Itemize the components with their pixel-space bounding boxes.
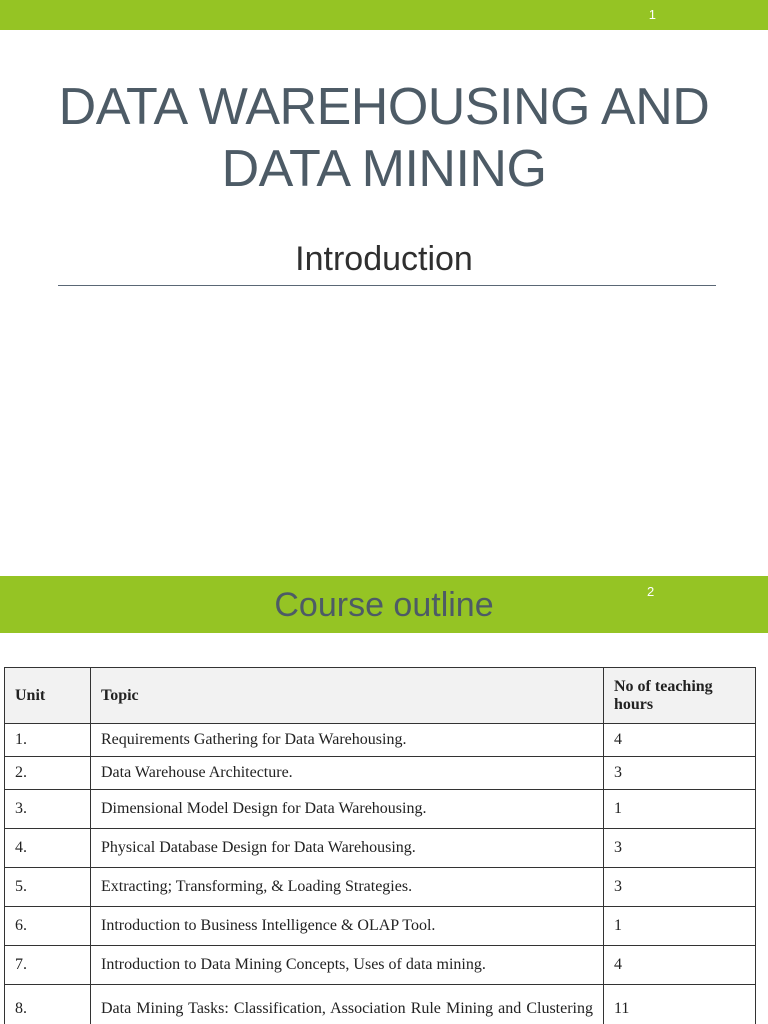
unit-cell: 6. <box>5 907 91 946</box>
slide-number: 2 <box>647 584 655 599</box>
unit-cell: 5. <box>5 868 91 907</box>
topic-cell: Introduction to Business Intelligence & OLAP Tool. <box>91 907 604 946</box>
title-line-1: DATA WAREHOUSING AND <box>58 78 710 136</box>
table-row <box>5 985 756 1024</box>
topic-cell: Extracting; Transforming, & Loading Strategies. <box>91 868 604 907</box>
topic-cell: Physical Database Design for Data Warehousing. <box>91 829 604 868</box>
unit-cell: 2. <box>5 757 91 790</box>
table-row <box>5 868 756 907</box>
topic-cell: Requirements Gathering for Data Warehousing. <box>91 724 604 757</box>
table-row <box>5 829 756 868</box>
table-row <box>5 907 756 946</box>
topic-cell: Introduction to Data Mining Concepts, Uses of data mining. <box>91 946 604 985</box>
table-header-row <box>5 668 756 724</box>
slide-2-header-bar <box>0 576 768 633</box>
unit-cell: 8. <box>5 985 91 1024</box>
slide-1-top-bar <box>0 0 768 30</box>
unit-cell: 4. <box>5 829 91 868</box>
subtitle-divider <box>58 285 716 286</box>
hours-cell: 3 <box>604 757 756 790</box>
slide-title <box>0 76 768 200</box>
table-row <box>5 946 756 985</box>
topic-cell: Data Warehouse Architecture. <box>91 757 604 790</box>
slide-2 <box>0 576 768 1024</box>
hours-cell: 11 <box>604 985 756 1024</box>
hours-cell: 3 <box>604 829 756 868</box>
table-row <box>5 757 756 790</box>
unit-cell: 1. <box>5 724 91 757</box>
table-row <box>5 724 756 757</box>
hours-cell: 4 <box>604 946 756 985</box>
hours-cell: 1 <box>604 907 756 946</box>
column-header-hours: No of teaching hours <box>604 668 756 724</box>
course-outline-table <box>4 667 756 1024</box>
unit-cell: 7. <box>5 946 91 985</box>
unit-cell: 3. <box>5 790 91 829</box>
title-line-2: DATA MINING <box>221 140 547 198</box>
column-header-unit: Unit <box>5 668 91 724</box>
slide-number: 1 <box>648 7 656 22</box>
column-header-topic: Topic <box>91 668 604 724</box>
topic-cell: Dimensional Model Design for Data Warehousing. <box>91 790 604 829</box>
hours-cell: 1 <box>604 790 756 829</box>
table-row <box>5 790 756 829</box>
hours-cell: 4 <box>604 724 756 757</box>
topic-cell: Data Mining Tasks: Classification, Association Rule Mining and Clustering <box>91 985 604 1024</box>
slide-subtitle: Introduction <box>295 240 473 278</box>
hours-cell: 3 <box>604 868 756 907</box>
slide-title: Course outline <box>274 586 494 624</box>
